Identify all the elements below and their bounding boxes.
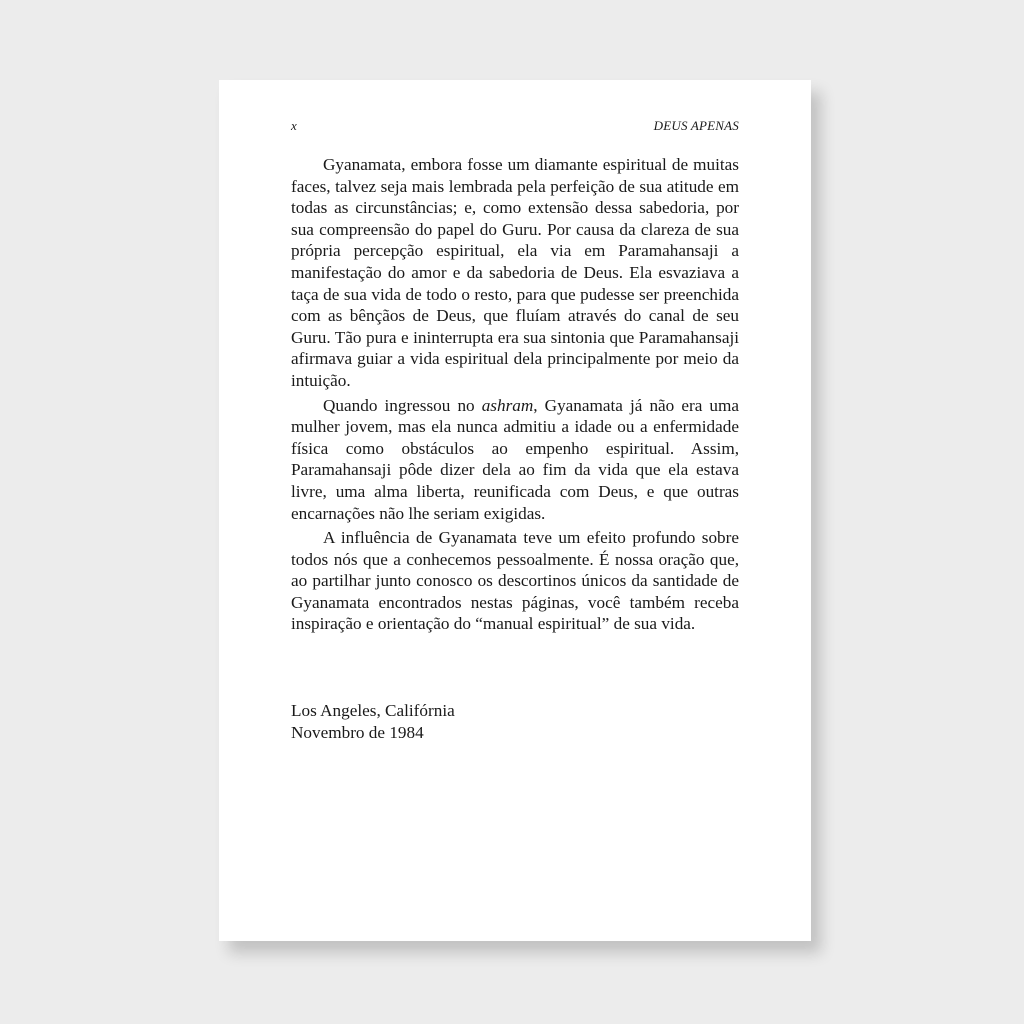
paragraph-1: Gyanamata, embora fosse um diamante espiritual de muitas faces, talvez seja mais lembrada pela perfeição de sua atitude em todas as circunstâncias; e, como extensão dessa sabedoria, por sua compreensão do papel do Guru. Por causa da clareza de sua própria percepção espiritual, ela via em Paramahansaji a manifestação do amor e da sabedoria de Deus. Ela esvaziava a taça de sua vida de todo o resto, para que pudesse ser preenchida com as bênçãos de Deus, que fluíam através do canal de seu Guru. Tão pura e ininterrupta era sua sintonia que Paramahansaji afirmava guiar a vida espiritual dela principalmente por meio da intuição.	[291, 155, 739, 390]
page-number: x	[291, 118, 297, 133]
running-title: DEUS APENAS	[653, 118, 739, 133]
ashram-term: ashram	[481, 395, 534, 415]
signoff	[291, 700, 455, 743]
book-page	[219, 80, 811, 941]
body-text	[291, 154, 739, 638]
paragraph-2-rest: , Gyanamata já não era uma mulher jovem, mas ela nunca admitiu a idade ou a enfermidade física como obstáculos ao empenho espiritual. Assim, Paramahansaji pôde dizer dela ao fim da vida que ela estava livre, uma alma liberta, reunificada com Deus, e que outras encarnações não lhe seriam exigidas.	[291, 395, 739, 523]
paragraph-3: A influência de Gyanamata teve um efeito profundo sobre todos nós que a conhecemos pessoalmente. É nossa oração que, ao partilhar junto conosco os descortinos únicos da santidade de Gyanamata encontrados nestas páginas, você também receba inspiração e orientação do “manual espiritual” de sua vida.	[291, 528, 739, 634]
paragraph-2-start: Quando ingressou no	[323, 395, 482, 415]
paragraph-2	[291, 395, 739, 525]
signoff-place: Los Angeles, Califórnia	[291, 701, 455, 720]
running-head	[291, 118, 739, 136]
signoff-date: Novembro de 1984	[291, 722, 424, 742]
